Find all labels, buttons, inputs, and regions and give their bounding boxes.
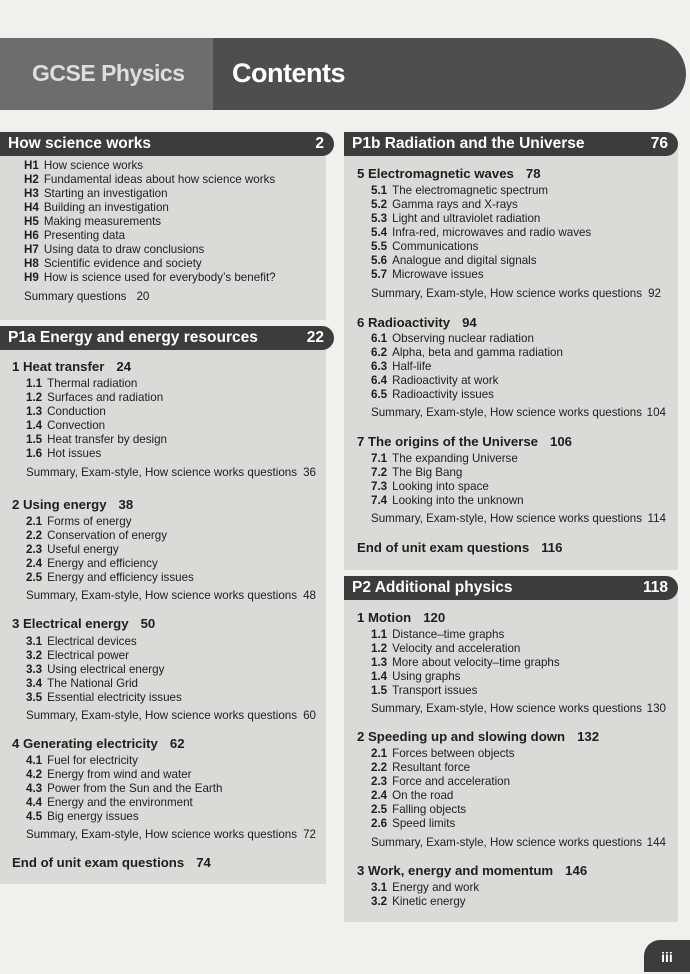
toc-item[interactable]: H8 Scientific evidence and society — [24, 257, 202, 270]
summary-line[interactable]: Summary, Exam-style, How science works questions 48 — [26, 589, 316, 602]
toc-item[interactable]: H5 Making measurements — [24, 215, 162, 228]
toc-item[interactable]: 4.4 Energy and the environment — [26, 796, 193, 809]
toc-item[interactable]: 1.2 Surfaces and radiation — [26, 391, 164, 404]
summary-line[interactable]: Summary, Exam-style, How science works questions 92 — [371, 287, 661, 300]
toc-item[interactable]: 1.2 Velocity and acceleration — [371, 642, 521, 655]
banner-subject-block — [0, 38, 213, 110]
toc-item[interactable]: 1.4 Convection — [26, 419, 106, 432]
toc-item[interactable]: 2.6 Speed limits — [371, 817, 456, 830]
toc-item[interactable]: 2.3 Useful energy — [26, 543, 119, 556]
toc-item[interactable]: 6.4 Radioactivity at work — [371, 374, 499, 387]
toc-item[interactable]: 7.1 The expanding Universe — [371, 452, 518, 465]
toc-item[interactable]: 2.5 Energy and efficiency issues — [26, 571, 194, 584]
summary-line[interactable]: Summary, Exam-style, How science works questions 36 — [26, 466, 316, 479]
toc-item[interactable]: 4.1 Fuel for electricity — [26, 754, 138, 767]
section-title: How science works — [8, 135, 152, 152]
toc-item[interactable]: 2.1 Forms of energy — [26, 515, 132, 528]
toc-item[interactable]: 2.4 On the road — [371, 789, 454, 802]
chapter-title[interactable]: 2 Speeding up and slowing down 132 — [357, 729, 600, 744]
toc-item[interactable]: H1 How science works — [24, 159, 144, 172]
toc-item[interactable]: 4.2 Energy from wind and water — [26, 768, 192, 781]
section-title: P1a Energy and energy resources — [8, 329, 258, 346]
chapter-title[interactable]: 7 The origins of the Universe 106 — [357, 434, 573, 449]
toc-item[interactable]: 2.5 Falling objects — [371, 803, 467, 816]
summary-line[interactable]: Summary, Exam-style, How science works questions 144 — [371, 836, 666, 849]
section-header-p2[interactable] — [344, 576, 678, 600]
toc-item[interactable]: 4.3 Power from the Sun and the Earth — [26, 782, 223, 795]
toc-item[interactable]: 1.3 Conduction — [26, 405, 106, 418]
toc-item[interactable]: 1.1 Distance–time graphs — [371, 628, 505, 641]
toc-item[interactable]: 5.2 Gamma rays and X-rays — [371, 198, 518, 211]
section-page: 22 — [306, 329, 324, 346]
toc-item[interactable]: 3.4 The National Grid — [26, 677, 138, 690]
page-title: Contents — [232, 58, 345, 88]
toc-item[interactable]: 3.1 Energy and work — [371, 881, 480, 894]
toc-item[interactable]: 5.5 Communications — [371, 240, 479, 253]
toc-item[interactable]: 6.5 Radioactivity issues — [371, 388, 494, 401]
chapter-title[interactable]: 1 Heat transfer 24 — [12, 359, 132, 374]
toc-item[interactable]: 1.6 Hot issues — [26, 447, 102, 460]
section-header-p1a[interactable] — [0, 326, 334, 350]
toc-item[interactable]: 6.2 Alpha, beta and gamma radiation — [371, 346, 563, 359]
section-header-p1b[interactable] — [344, 132, 678, 156]
toc-item[interactable]: 6.3 Half-life — [371, 360, 432, 373]
toc-item[interactable]: 7.3 Looking into space — [371, 480, 489, 493]
section-page: 2 — [315, 135, 324, 152]
toc-item[interactable]: H3 Starting an investigation — [24, 187, 168, 200]
toc-item[interactable]: 6.1 Observing nuclear radiation — [371, 332, 534, 345]
chapter-title[interactable]: 5 Electromagnetic waves 78 — [357, 166, 541, 181]
section-title: P1b Radiation and the Universe — [352, 135, 585, 152]
toc-item[interactable]: 1.5 Heat transfer by design — [26, 433, 167, 446]
summary-line[interactable]: Summary, Exam-style, How science works questions 114 — [371, 512, 666, 525]
toc-item[interactable]: 1.3 More about velocity–time graphs — [371, 656, 560, 669]
page-number: iii — [661, 949, 673, 965]
subject-title: GCSE Physics — [32, 60, 185, 86]
toc-item[interactable]: 2.4 Energy and efficiency — [26, 557, 158, 570]
toc-item[interactable]: 5.6 Analogue and digital signals — [371, 254, 537, 267]
section-header-how-science-works[interactable] — [0, 132, 334, 156]
summary-line[interactable]: Summary, Exam-style, How science works questions 72 — [26, 828, 316, 841]
chapter-title[interactable]: 3 Work, energy and momentum 146 — [357, 863, 588, 878]
contents-banner — [0, 38, 686, 110]
toc-item[interactable]: H4 Building an investigation — [24, 201, 169, 214]
chapter-title[interactable]: 6 Radioactivity 94 — [357, 315, 477, 330]
toc-item[interactable]: 7.2 The Big Bang — [371, 466, 463, 479]
page-number-tab — [644, 940, 690, 972]
section-title: P2 Additional physics — [352, 579, 513, 596]
toc-item[interactable]: 5.4 Infra-red, microwaves and radio waves — [371, 226, 592, 239]
toc-item[interactable]: H9 How is science used for everybody’s benefit? — [24, 271, 276, 284]
toc-item[interactable]: 2.2 Resultant force — [371, 761, 471, 774]
chapter-title[interactable]: 2 Using energy 38 — [12, 497, 134, 512]
toc-item[interactable]: 7.4 Looking into the unknown — [371, 494, 524, 507]
toc-item[interactable]: 3.2 Kinetic energy — [371, 895, 466, 908]
chapter-title[interactable]: 4 Generating electricity 62 — [12, 736, 185, 751]
summary-line[interactable]: Summary, Exam-style, How science works questions 104 — [371, 406, 666, 419]
chapter-title[interactable]: 1 Motion 120 — [357, 610, 446, 625]
toc-item[interactable]: H2 Fundamental ideas about how science works — [24, 173, 276, 186]
summary-line[interactable]: Summary questions 20 — [24, 290, 150, 303]
end-of-unit-questions[interactable]: End of unit exam questions 74 — [12, 855, 211, 870]
toc-item[interactable]: 3.2 Electrical power — [26, 649, 129, 662]
toc-item[interactable]: 3.3 Using electrical energy — [26, 663, 165, 676]
toc-item[interactable]: 1.4 Using graphs — [371, 670, 461, 683]
chapter-title[interactable]: 3 Electrical energy 50 — [12, 616, 156, 631]
toc-item[interactable]: 4.5 Big energy issues — [26, 810, 139, 823]
toc-item[interactable]: 1.5 Transport issues — [371, 684, 478, 697]
toc-item[interactable]: 5.1 The electromagnetic spectrum — [371, 184, 549, 197]
toc-item[interactable]: H7 Using data to draw conclusions — [24, 243, 205, 256]
toc-item[interactable]: H6 Presenting data — [24, 229, 126, 242]
toc-item[interactable]: 2.3 Force and acceleration — [371, 775, 511, 788]
summary-line[interactable]: Summary, Exam-style, How science works questions 60 — [26, 709, 316, 722]
toc-item[interactable]: 1.1 Thermal radiation — [26, 377, 138, 390]
toc-item[interactable]: 3.5 Essential electricity issues — [26, 691, 182, 704]
section-page: 76 — [650, 135, 668, 152]
end-of-unit-questions[interactable]: End of unit exam questions 116 — [357, 540, 563, 555]
toc-item[interactable]: 5.3 Light and ultraviolet radiation — [371, 212, 541, 225]
toc-item[interactable]: 2.2 Conservation of energy — [26, 529, 167, 542]
toc-item[interactable]: 5.7 Microwave issues — [371, 268, 484, 281]
summary-line[interactable]: Summary, Exam-style, How science works questions 130 — [371, 702, 666, 715]
toc-item[interactable]: 2.1 Forces between objects — [371, 747, 515, 760]
section-page: 118 — [642, 579, 668, 596]
toc-item[interactable]: 3.1 Electrical devices — [26, 635, 137, 648]
